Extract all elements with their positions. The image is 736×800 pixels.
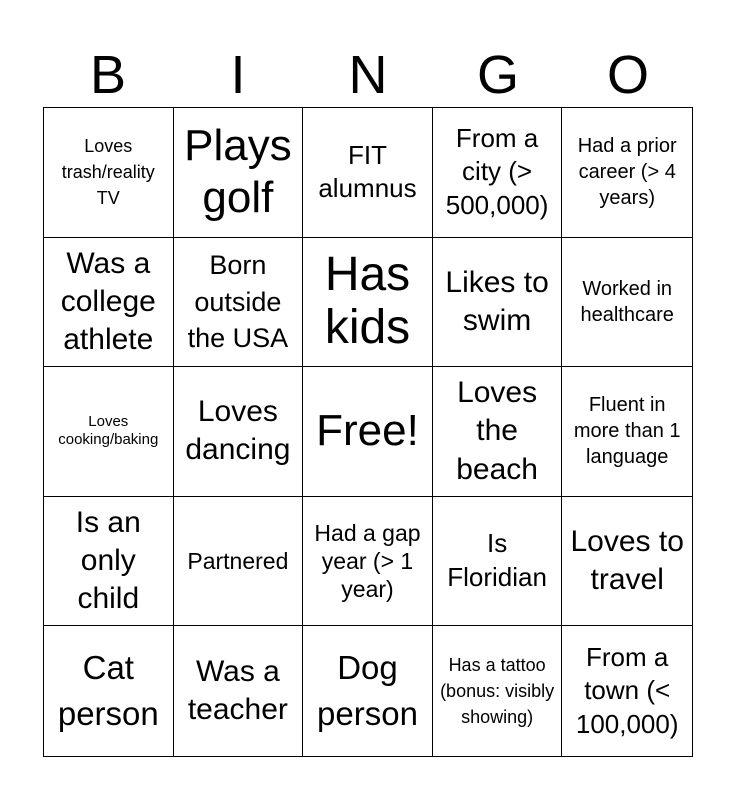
bingo-cell[interactable] [44, 497, 174, 627]
header-letter-b: B [89, 45, 127, 105]
bingo-cell[interactable] [44, 108, 174, 238]
bingo-cell-text: Was a college athlete [60, 246, 156, 356]
bingo-cell[interactable] [174, 108, 304, 238]
header-letter-i: I [230, 45, 246, 105]
bingo-header [43, 44, 693, 106]
bingo-cell-text: Plays golf [184, 120, 292, 223]
bingo-cell[interactable] [433, 238, 563, 368]
bingo-cell-text: Had a prior career (> 4 years) [577, 135, 677, 210]
header-letter-o: O [606, 45, 649, 105]
bingo-cell[interactable] [44, 626, 174, 756]
bingo-cell-text: Loves trash/reality TV [61, 136, 155, 209]
bingo-cell[interactable] [562, 497, 692, 627]
bingo-cell[interactable] [174, 238, 304, 368]
bingo-cell[interactable] [433, 108, 563, 238]
bingo-cell-text: Loves the beach [456, 376, 538, 486]
bingo-cell-text: Dog person [317, 649, 418, 733]
bingo-cell[interactable] [562, 238, 692, 368]
bingo-cell-text: Is an only child [75, 505, 141, 616]
free-space[interactable] [303, 367, 433, 497]
bingo-cell-text: Born outside the USA [187, 250, 289, 354]
bingo-cell[interactable] [562, 367, 692, 497]
bingo-cell[interactable] [44, 367, 174, 497]
header-letter-g: G [476, 45, 519, 105]
free-space-text: Free! [316, 406, 419, 456]
bingo-cell[interactable] [433, 367, 563, 497]
bingo-cell[interactable] [433, 626, 563, 756]
bingo-cell-text: Partnered [187, 548, 289, 575]
bingo-cell[interactable] [174, 367, 304, 497]
bingo-cell-text: FIT alumnus [318, 139, 417, 204]
bingo-cell-text: Loves cooking/baking [58, 413, 159, 449]
bingo-cell-text: Is Floridian [447, 528, 547, 593]
bingo-cell-text: Has kids [324, 248, 411, 354]
bingo-cell[interactable] [562, 108, 692, 238]
bingo-cell[interactable] [433, 497, 563, 627]
bingo-cell[interactable] [562, 626, 692, 756]
bingo-cell-text: Loves to travel [570, 525, 684, 597]
bingo-cell-text: Cat person [57, 649, 159, 733]
bingo-cell[interactable] [303, 626, 433, 756]
bingo-cell[interactable] [44, 238, 174, 368]
bingo-board [43, 107, 693, 757]
bingo-cell-text: Likes to swim [445, 265, 549, 337]
bingo-cell[interactable] [174, 626, 304, 756]
bingo-cell-text: Worked in healthcare [580, 277, 674, 326]
bingo-cell-text: Had a gap year (> 1 year) [314, 520, 421, 603]
bingo-cell-text: Fluent in more than 1 language [573, 394, 681, 469]
bingo-cell-text: From a town (< 100,000) [575, 641, 679, 740]
bingo-cell[interactable] [174, 497, 304, 627]
bingo-cell[interactable] [303, 238, 433, 368]
bingo-cell-text: From a city (> 500,000) [445, 122, 549, 221]
bingo-cell-text: Loves dancing [185, 395, 291, 467]
bingo-cell-text: Has a tattoo (bonus: visibly showing) [440, 655, 555, 728]
bingo-cell-text: Was a teacher [187, 655, 288, 727]
bingo-cell[interactable] [303, 497, 433, 627]
header-letter-n: N [348, 45, 388, 105]
bingo-cell[interactable] [303, 108, 433, 238]
